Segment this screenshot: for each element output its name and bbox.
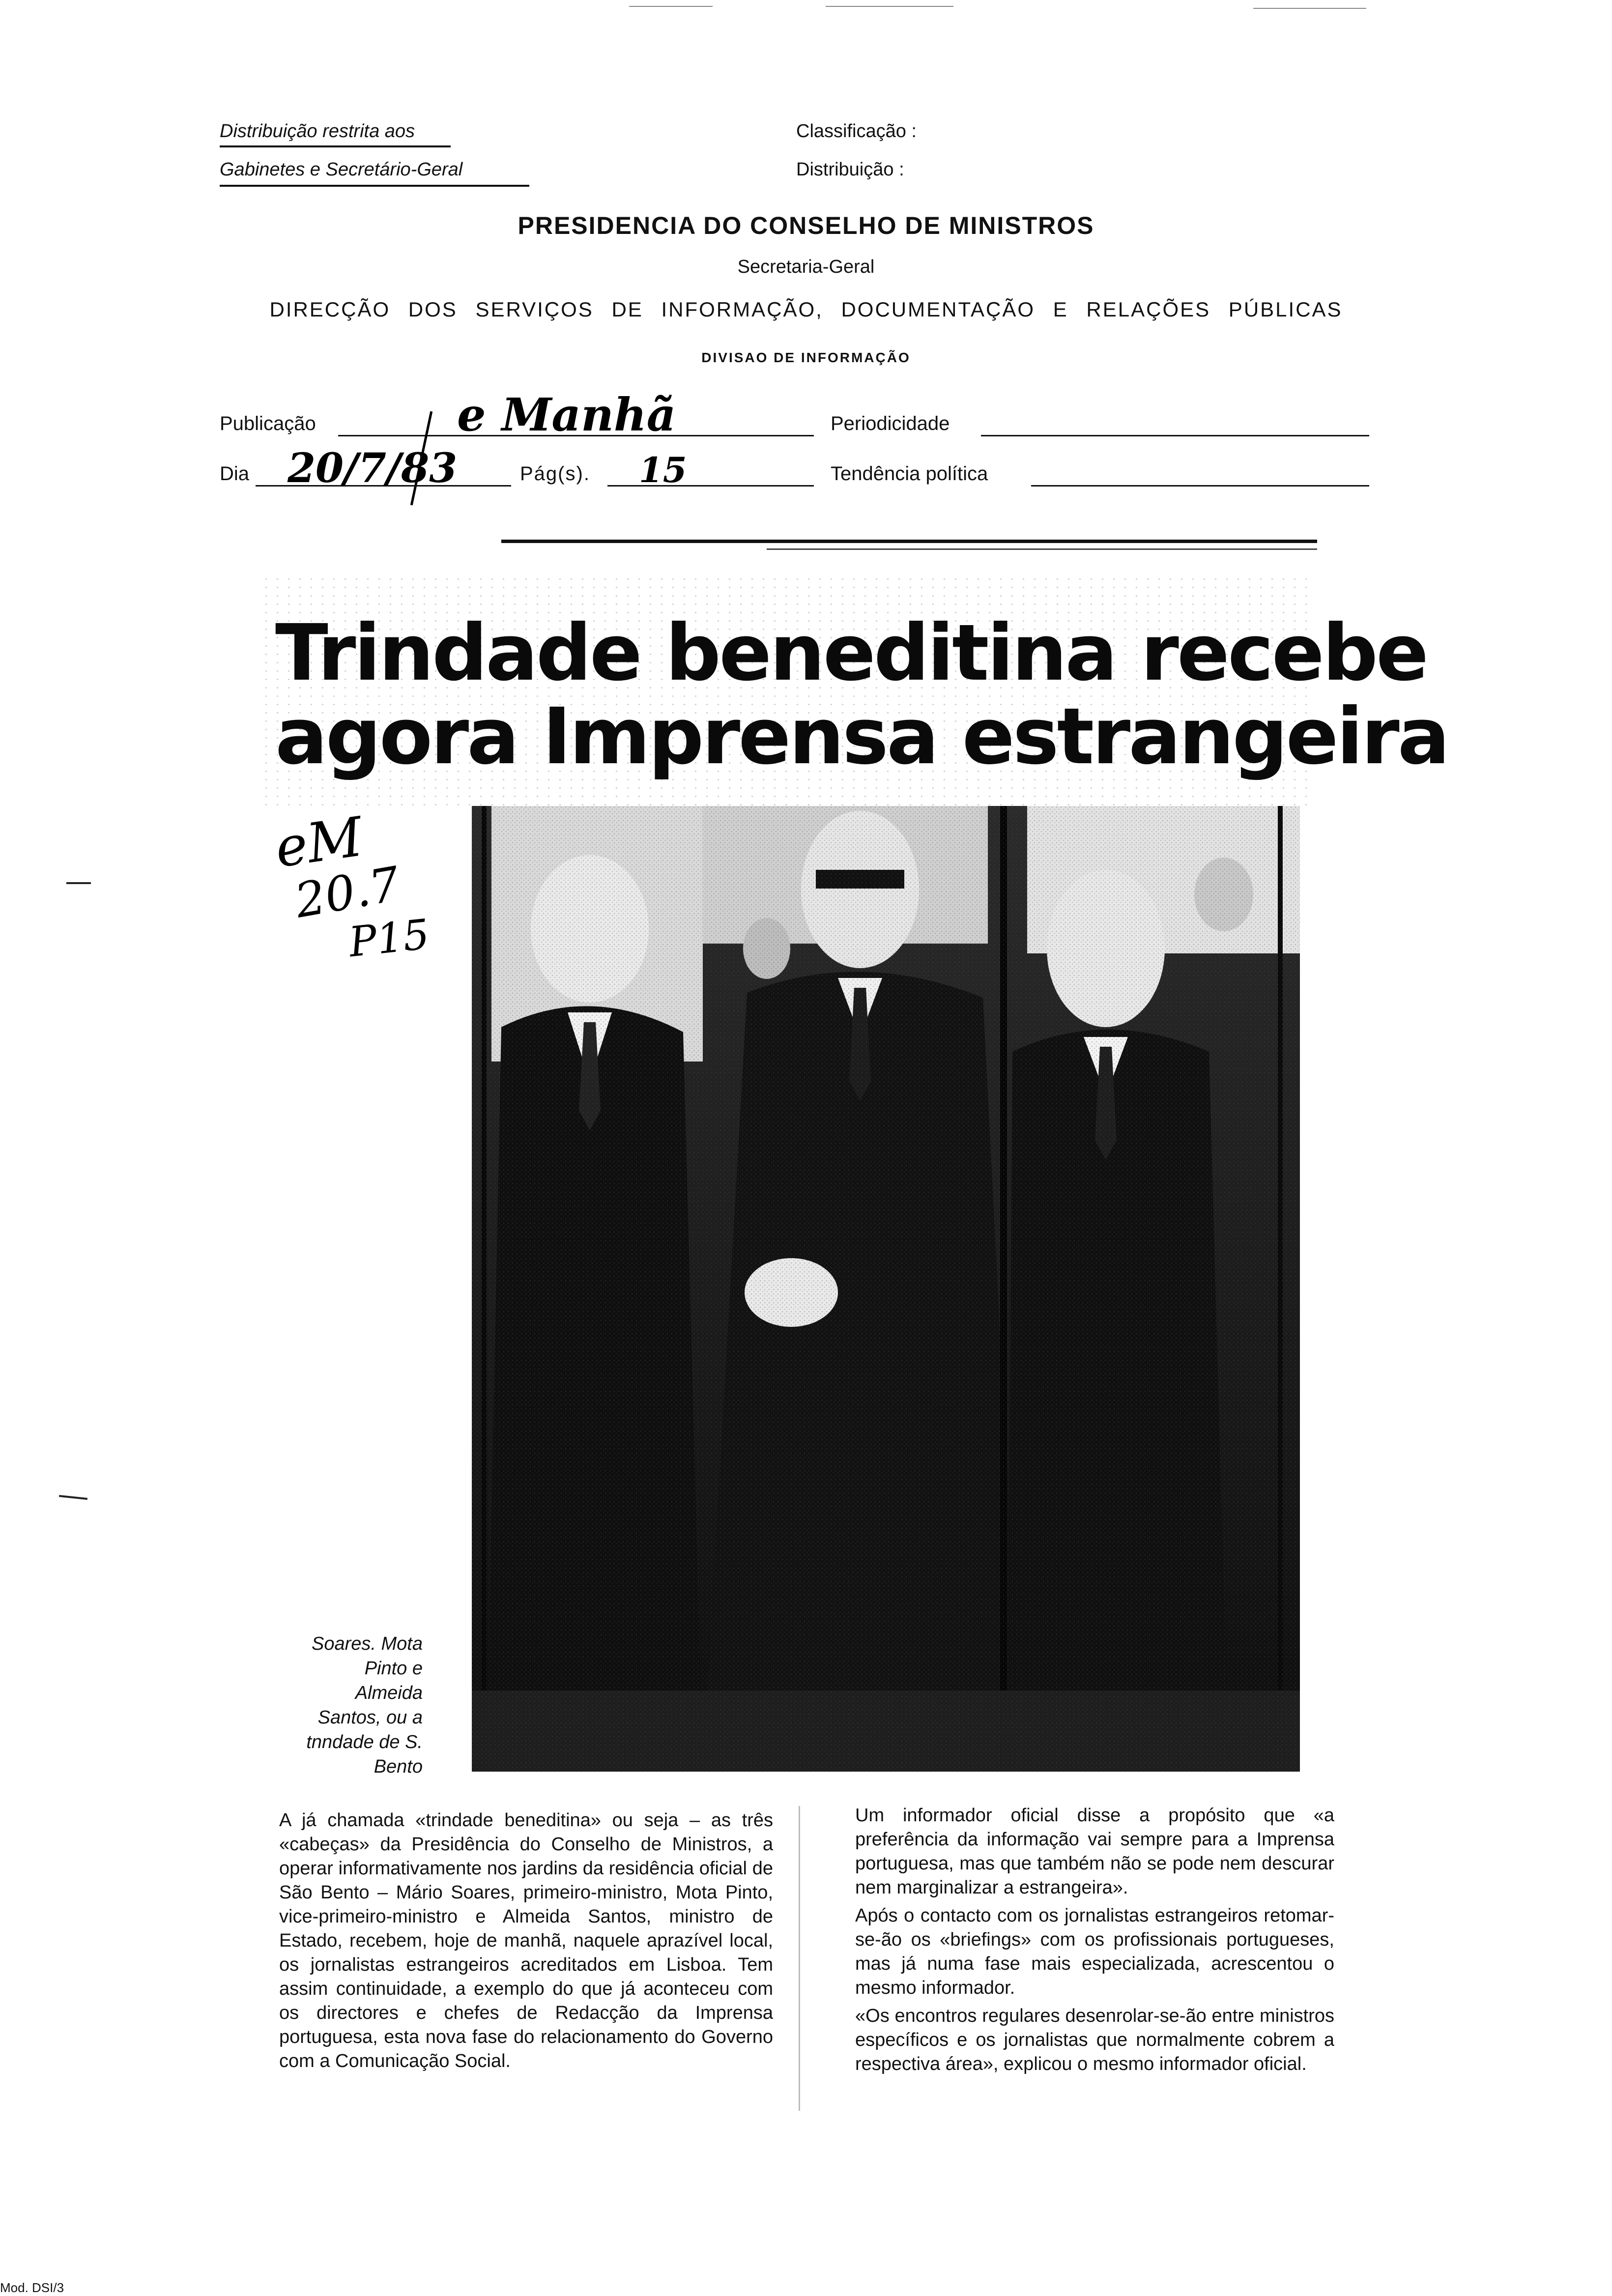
margin-punch-mark — [66, 882, 91, 884]
caption-line: tnndade de S. — [306, 1732, 423, 1752]
caption-line: Santos, ou a — [317, 1707, 423, 1728]
restriction-underline — [220, 145, 451, 147]
caption-line: Almeida — [355, 1683, 423, 1703]
day-label: Dia — [220, 463, 250, 485]
directorate-name: DIRECÇÃO DOS SERVIÇOS DE INFORMAÇÃO, DOCUMENTAÇÃO E RELAÇÕES PÚBLICAS — [269, 298, 1343, 321]
publication-label: Publicação — [220, 413, 316, 434]
caption-line: Pinto e — [364, 1658, 423, 1679]
article-paragraph: Um informador oficial disse a propósito que «a preferência da informação vai sempre para a Imprensa portuguesa, mas que também não se pode nem descurar nem marginalizar a estrangeira». — [855, 1805, 1334, 1898]
division-name: DIVISAO DE INFORMAÇÃO — [701, 350, 911, 365]
form-code: Mod. DSI/3 — [0, 2280, 64, 2295]
photo-caption — [246, 1632, 423, 1779]
article-headline-line-2: agora Imprensa estrangeira — [275, 691, 1448, 782]
top-scan-mark — [826, 6, 953, 7]
caption-line: Soares. Mota — [312, 1634, 423, 1654]
secretariat-name: Secretaria-Geral — [737, 257, 875, 277]
article-column-2 — [855, 1804, 1334, 2080]
article-paragraph: A já chamada «trindade beneditina» ou seja – as três «cabeças» da Presidência do Conselho de Ministros, a operar informativamente nos jardins da residência oficial de São Bento – Mário Soares, primeiro-ministro, Mota Pinto, vice-primeiro-ministro e Almeida Santos, ministro de Estado, recebem, hoje de manhã, naquele aprazível local, os jornalistas estrangeiros acreditados em Lisboa. Tem assim continuidade, a exemplo do que já aconteceu com os directores e chefes de Redacção da Imprensa portuguesa, esta nova fase do relacionamento do Governo com a Comunicação Social. — [279, 1810, 773, 2071]
handwritten-reference-line-3: P15 — [346, 910, 432, 967]
article-photo — [472, 806, 1300, 1772]
restriction-line-2: Gabinetes e Secretário-Geral — [220, 159, 463, 180]
publication-handwritten-value: e Manhã — [457, 388, 676, 441]
margin-punch-mark — [59, 1495, 87, 1500]
tendency-label: Tendência política — [831, 463, 988, 485]
article-column-1 — [279, 1808, 773, 2077]
article-headline-line-1: Trindade beneditina recebe — [275, 608, 1427, 698]
handwritten-reference-line-1: eM — [271, 805, 367, 880]
article-paragraph: «Os encontros regulares desenrolar-se-ão entre ministros específicos e os jornalistas que normalmente cobrem a respectiva área», explicou o mesmo informador oficial. — [855, 2006, 1334, 2074]
pages-handwritten-value: 15 — [639, 450, 687, 490]
column-divider — [799, 1806, 800, 2111]
restriction-line-1: Distribuição restrita aos — [220, 121, 415, 142]
article-paragraph: Após o contacto com os jornalistas estrangeiros retomar-se-ão os «briefings» com os profissionais portugueses, mas já numa fase mais especializada, acrescentou o mesmo informador. — [855, 1905, 1334, 1998]
top-scan-mark — [1253, 8, 1366, 9]
periodicity-field-line — [981, 435, 1369, 436]
top-scan-mark — [629, 6, 713, 7]
distribution-label: Distribuição : — [796, 159, 904, 180]
classification-label: Classificação : — [796, 121, 917, 142]
day-handwritten-value: 20/7/83 — [288, 445, 458, 492]
pages-label: Pág(s). — [520, 463, 590, 485]
caption-line: Bento — [374, 1756, 423, 1777]
handwritten-reference-line-2: 20.7 — [290, 856, 404, 929]
restriction-underline — [220, 185, 529, 187]
clipping-top-rule-secondary — [767, 548, 1317, 550]
tendency-field-line — [1031, 485, 1369, 487]
institution-name: PRESIDENCIA DO CONSELHO DE MINISTROS — [518, 212, 1094, 239]
clipping-top-rule — [501, 540, 1317, 543]
periodicity-label: Periodicidade — [831, 413, 950, 434]
pages-field-line — [607, 485, 814, 487]
